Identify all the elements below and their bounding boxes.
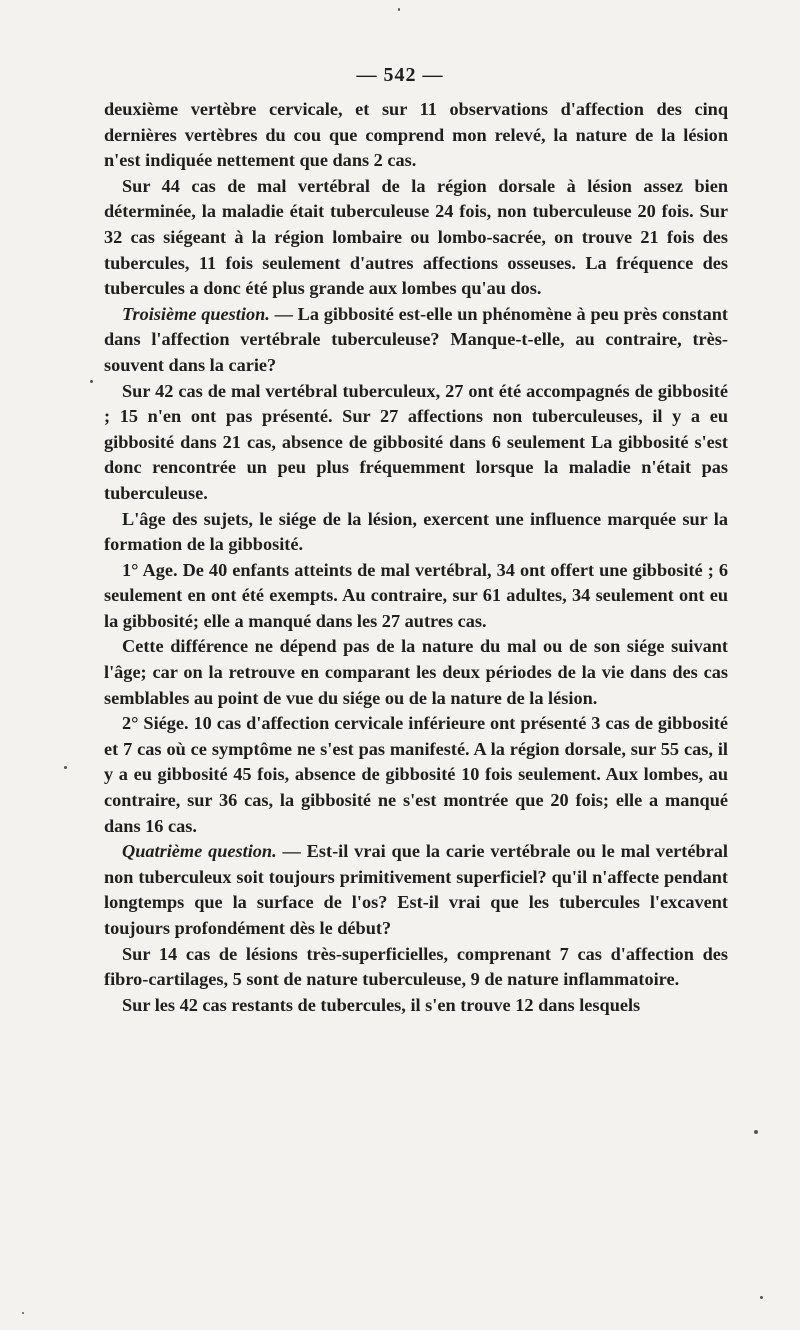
paragraph-3-text: — La gibbosité est-elle un phénomène à peu près constant dans l'affection vertébrale tuberculeuse? Manque-t-elle, au contraire, très-souvent dans la carie? (104, 303, 728, 375)
paragraph-9 (104, 839, 728, 941)
page-number: — 542 — (356, 64, 444, 86)
paragraph-3 (104, 302, 728, 379)
paragraph-9-text: — Est-il vrai que la carie vertébrale ou le mal vertébral non tuberculeux soit toujours primitivement superficiel? qu'il n'affecte pendant longtemps que la surface de l'os? Est-il vrai que les tubercules l'excavent toujours profondément dès le début? (104, 841, 729, 938)
scan-speck (64, 766, 67, 769)
scan-speck (398, 8, 400, 11)
paragraph-7: Cette différence ne dépend pas de la nature du mal ou de son siége suivant l'âge; car on la retrouve en comparant les deux périodes de la vie dans des cas semblables au point de vue du siége ou de la nature de la lésion. (104, 636, 728, 708)
paragraph-2: Sur 44 cas de mal vertébral de la région dorsale à lésion assez bien déterminée, la maladie était tuberculeuse 24 fois, non tuberculeuse 20 fois. Sur 32 cas siégeant à la région lombaire ou lombo-sacrée, on trouve 21 fois des tubercules, 11 fois seulement d'autres affections osseuses. La fréquence des tubercules a donc été plus grande aux lombes qu'au dos. (104, 175, 728, 299)
scan-speck (90, 380, 93, 383)
paragraph-4: Sur 42 cas de mal vertébral tuberculeux, 27 ont été accompagnés de gibbosité ; 15 n'en ont pas présenté. Sur 27 affections non tuberculeuses, il y a eu gibbosité dans 21 cas, absence de gibbosité dans 6 seulement La gibbosité s'est donc rencontrée un peu plus fréquemment lorsque la maladie n'était pas tuberculeuse. (104, 380, 728, 503)
paragraph-6: 1° Age. De 40 enfants atteints de mal vertébral, 34 ont offert une gibbosité ; 6 seulement en ont été exempts. Au contraire, sur 61 adultes, 34 seulement ont eu la gibbosité; elle a manqué dans les 27 autres cas. (104, 559, 728, 631)
body-text (104, 97, 728, 1018)
scan-speck (754, 1130, 758, 1134)
scan-speck (22, 1312, 24, 1314)
paragraph-10: Sur 14 cas de lésions très-superficielles, comprenant 7 cas d'affection des fibro-cartilages, 5 sont de nature tuberculeuse, 9 de nature inflammatoire. (104, 943, 728, 990)
section-heading-third-question: Troisième question. (122, 303, 270, 324)
paragraph-1: deuxième vertèbre cervicale, et sur 11 observations d'affection des cinq dernières vertèbres du cou que comprend mon relevé, la nature de la lésion n'est indiquée nettement que dans 2 cas. (104, 99, 728, 171)
paragraph-11: Sur les 42 cas restants de tubercules, il s'en trouve 12 dans lesquels (122, 994, 641, 1015)
scan-speck (760, 1296, 763, 1299)
paragraph-8: 2° Siége. 10 cas d'affection cervicale inférieure ont présenté 3 cas de gibbosité et 7 cas où ce symptôme ne s'est pas manifesté. A la région dorsale, sur 55 cas, il y a eu gibbosité 45 fois, absence de gibbosité 10 fois seulement. Aux lombes, au contraire, sur 36 cas, la gibbosité ne s'est montrée que 20 fois; elle a manqué dans 16 cas. (104, 713, 728, 836)
section-heading-fourth-question: Quatrième question. (122, 841, 277, 862)
paragraph-5: L'âge des sujets, le siége de la lésion, exercent une influence marquée sur la formation de la gibbosité. (104, 508, 728, 555)
